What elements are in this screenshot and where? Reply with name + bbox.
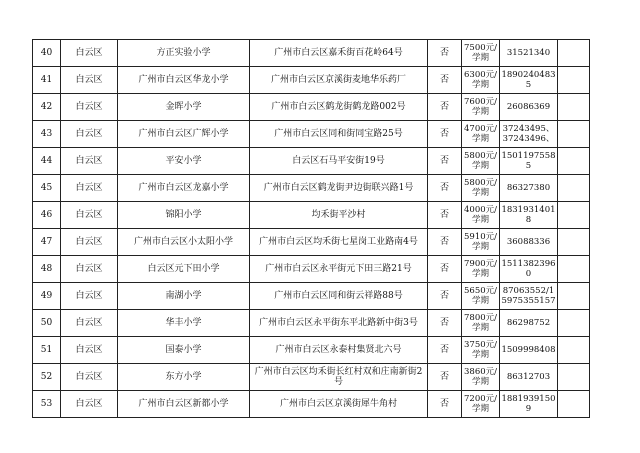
phone-cell: 26086369 bbox=[500, 94, 558, 121]
school-name-cell: 华丰小学 bbox=[118, 310, 250, 337]
table-row bbox=[33, 175, 590, 202]
school-list-table bbox=[32, 39, 590, 418]
address-cell: 广州市白云区鹤龙街鹤龙路002号 bbox=[250, 94, 428, 121]
district-cell: 白云区 bbox=[61, 148, 118, 175]
address-cell: 广州市白云区京溪街犀牛角村 bbox=[250, 391, 428, 418]
flag-cell: 否 bbox=[428, 229, 462, 256]
school-name-cell: 广州市白云区小太阳小学 bbox=[118, 229, 250, 256]
address-cell: 广州市白云区永平街元下田三路21号 bbox=[250, 256, 428, 283]
table-row bbox=[33, 310, 590, 337]
flag-cell: 否 bbox=[428, 310, 462, 337]
flag-cell: 否 bbox=[428, 364, 462, 391]
district-cell: 白云区 bbox=[61, 175, 118, 202]
district-cell: 白云区 bbox=[61, 364, 118, 391]
table-row bbox=[33, 202, 590, 229]
phone-cell: 86312703 bbox=[500, 364, 558, 391]
row-number: 51 bbox=[33, 337, 61, 364]
fee-cell: 5800元/学期 bbox=[462, 175, 500, 202]
table-row bbox=[33, 337, 590, 364]
empty-cell bbox=[558, 121, 590, 148]
empty-cell bbox=[558, 229, 590, 256]
row-number: 42 bbox=[33, 94, 61, 121]
flag-cell: 否 bbox=[428, 148, 462, 175]
phone-cell: 15011975585 bbox=[500, 148, 558, 175]
school-name-cell: 锦阳小学 bbox=[118, 202, 250, 229]
district-cell: 白云区 bbox=[61, 121, 118, 148]
fee-cell: 3750元/学期 bbox=[462, 337, 500, 364]
empty-cell bbox=[558, 283, 590, 310]
row-number: 48 bbox=[33, 256, 61, 283]
fee-cell: 5650元/学期 bbox=[462, 283, 500, 310]
fee-cell: 7500元/学期 bbox=[462, 40, 500, 67]
row-number: 53 bbox=[33, 391, 61, 418]
address-cell: 广州市白云区均禾街长红村双和庄南新街2号 bbox=[250, 364, 428, 391]
address-cell: 广州市白云区永平街东平北路新中街3号 bbox=[250, 310, 428, 337]
school-name-cell: 广州市白云区广辉小学 bbox=[118, 121, 250, 148]
row-number: 52 bbox=[33, 364, 61, 391]
table-row bbox=[33, 40, 590, 67]
flag-cell: 否 bbox=[428, 202, 462, 229]
empty-cell bbox=[558, 310, 590, 337]
row-number: 43 bbox=[33, 121, 61, 148]
school-name-cell: 白云区元下田小学 bbox=[118, 256, 250, 283]
flag-cell: 否 bbox=[428, 283, 462, 310]
empty-cell bbox=[558, 67, 590, 94]
school-name-cell: 广州市白云区龙嘉小学 bbox=[118, 175, 250, 202]
flag-cell: 否 bbox=[428, 40, 462, 67]
table-row bbox=[33, 364, 590, 391]
phone-cell: 86298752 bbox=[500, 310, 558, 337]
fee-cell: 7800元/学期 bbox=[462, 310, 500, 337]
table-row bbox=[33, 94, 590, 121]
flag-cell: 否 bbox=[428, 175, 462, 202]
phone-cell: 18819391509 bbox=[500, 391, 558, 418]
fee-cell: 4700元/学期 bbox=[462, 121, 500, 148]
school-name-cell: 方正实验小学 bbox=[118, 40, 250, 67]
phone-cell: 18319314018 bbox=[500, 202, 558, 229]
school-name-cell: 国泰小学 bbox=[118, 337, 250, 364]
district-cell: 白云区 bbox=[61, 202, 118, 229]
school-name-cell: 平安小学 bbox=[118, 148, 250, 175]
fee-cell: 7200元/学期 bbox=[462, 391, 500, 418]
address-cell: 广州市白云区同和街云祥路88号 bbox=[250, 283, 428, 310]
empty-cell bbox=[558, 391, 590, 418]
district-cell: 白云区 bbox=[61, 337, 118, 364]
school-table-page bbox=[32, 39, 589, 418]
row-number: 40 bbox=[33, 40, 61, 67]
fee-cell: 3860元/学期 bbox=[462, 364, 500, 391]
empty-cell bbox=[558, 94, 590, 121]
table-row bbox=[33, 283, 590, 310]
fee-cell: 5910元/学期 bbox=[462, 229, 500, 256]
table-row bbox=[33, 256, 590, 283]
empty-cell bbox=[558, 40, 590, 67]
row-number: 50 bbox=[33, 310, 61, 337]
address-cell: 广州市白云区鹤龙街尹边街联兴路1号 bbox=[250, 175, 428, 202]
table-row bbox=[33, 391, 590, 418]
row-number: 46 bbox=[33, 202, 61, 229]
phone-cell: 15113823960 bbox=[500, 256, 558, 283]
phone-cell: 37243495、37243496、 bbox=[500, 121, 558, 148]
empty-cell bbox=[558, 337, 590, 364]
fee-cell: 5800元/学期 bbox=[462, 148, 500, 175]
empty-cell bbox=[558, 175, 590, 202]
address-cell: 广州市白云区京溪街麦地华乐药厂 bbox=[250, 67, 428, 94]
flag-cell: 否 bbox=[428, 121, 462, 148]
row-number: 41 bbox=[33, 67, 61, 94]
district-cell: 白云区 bbox=[61, 256, 118, 283]
empty-cell bbox=[558, 202, 590, 229]
district-cell: 白云区 bbox=[61, 94, 118, 121]
district-cell: 白云区 bbox=[61, 40, 118, 67]
empty-cell bbox=[558, 364, 590, 391]
address-cell: 广州市白云区同和街同宝路25号 bbox=[250, 121, 428, 148]
fee-cell: 7600元/学期 bbox=[462, 94, 500, 121]
fee-cell: 7900元/学期 bbox=[462, 256, 500, 283]
address-cell: 广州市白云区嘉禾街百花岭64号 bbox=[250, 40, 428, 67]
address-cell: 均禾街平沙村 bbox=[250, 202, 428, 229]
flag-cell: 否 bbox=[428, 337, 462, 364]
empty-cell bbox=[558, 148, 590, 175]
fee-cell: 6300元/学期 bbox=[462, 67, 500, 94]
address-cell: 白云区石马平安街19号 bbox=[250, 148, 428, 175]
row-number: 44 bbox=[33, 148, 61, 175]
phone-cell: 18902404835 bbox=[500, 67, 558, 94]
school-name-cell: 南湖小学 bbox=[118, 283, 250, 310]
flag-cell: 否 bbox=[428, 391, 462, 418]
row-number: 45 bbox=[33, 175, 61, 202]
district-cell: 白云区 bbox=[61, 310, 118, 337]
empty-cell bbox=[558, 256, 590, 283]
district-cell: 白云区 bbox=[61, 391, 118, 418]
district-cell: 白云区 bbox=[61, 67, 118, 94]
school-name-cell: 广州市白云区新都小学 bbox=[118, 391, 250, 418]
school-name-cell: 东方小学 bbox=[118, 364, 250, 391]
table-row bbox=[33, 148, 590, 175]
table-row bbox=[33, 67, 590, 94]
flag-cell: 否 bbox=[428, 67, 462, 94]
row-number: 49 bbox=[33, 283, 61, 310]
phone-cell: 36088336 bbox=[500, 229, 558, 256]
school-name-cell: 金晖小学 bbox=[118, 94, 250, 121]
phone-cell: 86327380 bbox=[500, 175, 558, 202]
table-row bbox=[33, 229, 590, 256]
phone-cell: 31521340 bbox=[500, 40, 558, 67]
district-cell: 白云区 bbox=[61, 229, 118, 256]
fee-cell: 4000元/学期 bbox=[462, 202, 500, 229]
address-cell: 广州市白云区均禾街七星岗工业路南4号 bbox=[250, 229, 428, 256]
district-cell: 白云区 bbox=[61, 283, 118, 310]
flag-cell: 否 bbox=[428, 256, 462, 283]
phone-cell: 1509998408 bbox=[500, 337, 558, 364]
row-number: 47 bbox=[33, 229, 61, 256]
flag-cell: 否 bbox=[428, 94, 462, 121]
table-row bbox=[33, 121, 590, 148]
phone-cell: 87063552/15975355157 bbox=[500, 283, 558, 310]
school-name-cell: 广州市白云区华龙小学 bbox=[118, 67, 250, 94]
address-cell: 广州市白云区永泰村集贤北六号 bbox=[250, 337, 428, 364]
